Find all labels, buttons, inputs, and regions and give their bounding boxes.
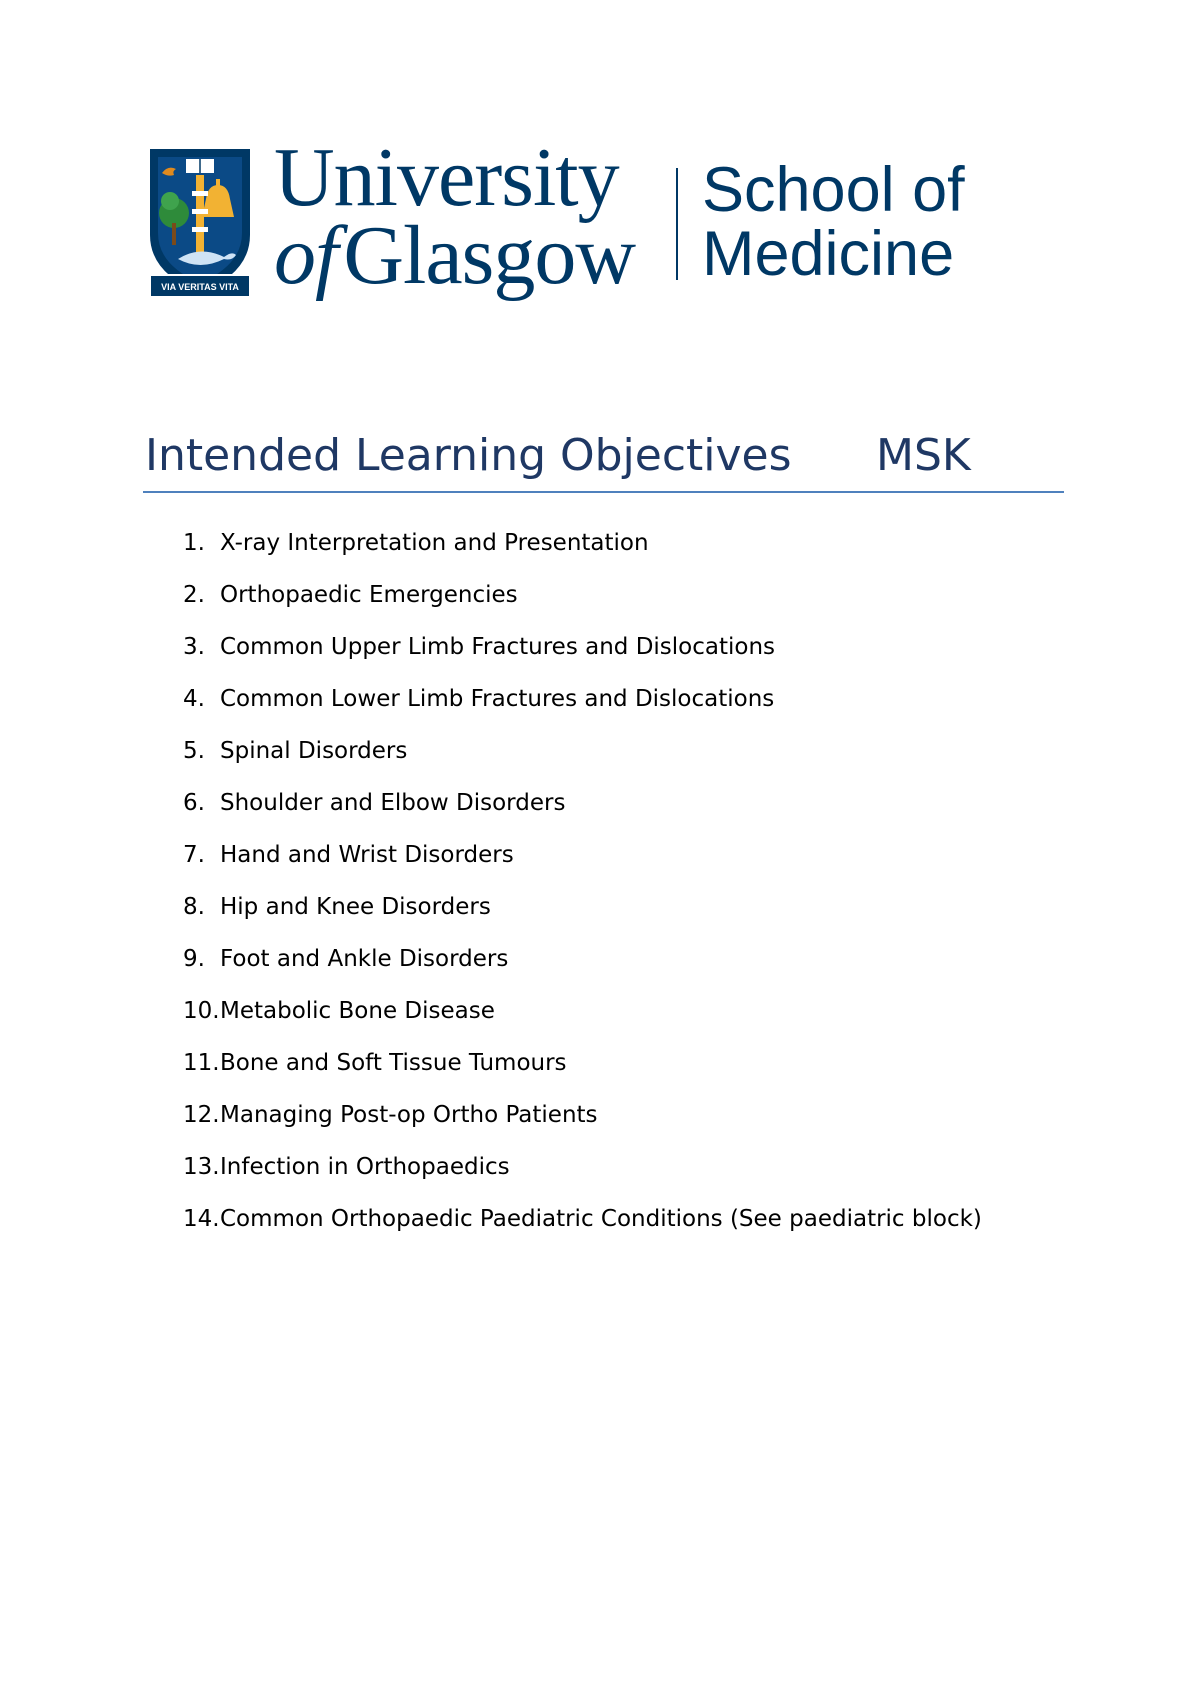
objective-item xyxy=(183,575,982,627)
objective-text: Foot and Ankle Disorders xyxy=(220,946,509,972)
university-wordmark-of: of xyxy=(274,209,338,302)
objective-number: 7. xyxy=(183,842,205,868)
crest-motto: VIA VERITAS VITA xyxy=(161,282,239,292)
school-wordmark-line1: School of xyxy=(702,155,965,225)
title-divider xyxy=(143,491,1064,493)
page-title-tag: MSK xyxy=(876,430,971,481)
objective-number: 11. xyxy=(183,1050,220,1076)
objective-number: 4. xyxy=(183,686,205,712)
page-title-text: Intended Learning Objectives xyxy=(145,430,792,481)
objective-text: Orthopaedic Emergencies xyxy=(220,582,518,608)
objective-text: Bone and Soft Tissue Tumours xyxy=(220,1050,567,1076)
objective-item xyxy=(183,1147,982,1199)
objective-number: 5. xyxy=(183,738,205,764)
objective-text: Managing Post-op Ortho Patients xyxy=(220,1102,598,1128)
objective-text: Common Upper Limb Fractures and Dislocations xyxy=(220,634,776,660)
university-wordmark-line1: University xyxy=(274,131,619,224)
university-crest-icon xyxy=(148,147,252,301)
objective-item xyxy=(183,1199,982,1251)
objective-number: 1. xyxy=(183,530,205,556)
objective-number: 2. xyxy=(183,582,205,608)
university-wordmark-glasgow: Glasgow xyxy=(343,209,635,302)
objective-text: Hip and Knee Disorders xyxy=(220,894,491,920)
objective-item xyxy=(183,627,982,679)
school-wordmark-line2: Medicine xyxy=(702,219,955,289)
objective-number: 10. xyxy=(183,998,220,1024)
objective-item xyxy=(183,1095,982,1147)
objective-number: 9. xyxy=(183,946,205,972)
objective-text: X-ray Interpretation and Presentation xyxy=(220,530,649,556)
objective-number: 3. xyxy=(183,634,205,660)
logo-divider xyxy=(676,168,678,280)
objective-text: Shoulder and Elbow Disorders xyxy=(220,790,566,816)
objective-number: 12. xyxy=(183,1102,220,1128)
objective-text: Hand and Wrist Disorders xyxy=(220,842,514,868)
objective-item xyxy=(183,887,982,939)
objective-item xyxy=(183,835,982,887)
objectives-list xyxy=(183,523,982,1251)
objective-item xyxy=(183,939,982,991)
objective-number: 8. xyxy=(183,894,205,920)
university-wordmark-line2 xyxy=(274,208,635,304)
objective-item xyxy=(183,731,982,783)
objective-text: Common Lower Limb Fractures and Dislocations xyxy=(220,686,775,712)
objective-item xyxy=(183,523,982,575)
objective-text: Infection in Orthopaedics xyxy=(220,1154,510,1180)
objective-item xyxy=(183,1043,982,1095)
objective-text: Metabolic Bone Disease xyxy=(220,998,495,1024)
objective-text: Spinal Disorders xyxy=(220,738,408,764)
objective-number: 6. xyxy=(183,790,205,816)
objective-item xyxy=(183,679,982,731)
objective-number: 13. xyxy=(183,1154,220,1180)
objective-text: Common Orthopaedic Paediatric Conditions (See paediatric block) xyxy=(220,1206,982,1232)
objective-number: 14. xyxy=(183,1206,220,1232)
objective-item xyxy=(183,783,982,835)
page-title xyxy=(145,422,1065,490)
university-logo xyxy=(148,131,978,304)
school-wordmark xyxy=(702,155,965,289)
objective-item xyxy=(183,991,982,1043)
